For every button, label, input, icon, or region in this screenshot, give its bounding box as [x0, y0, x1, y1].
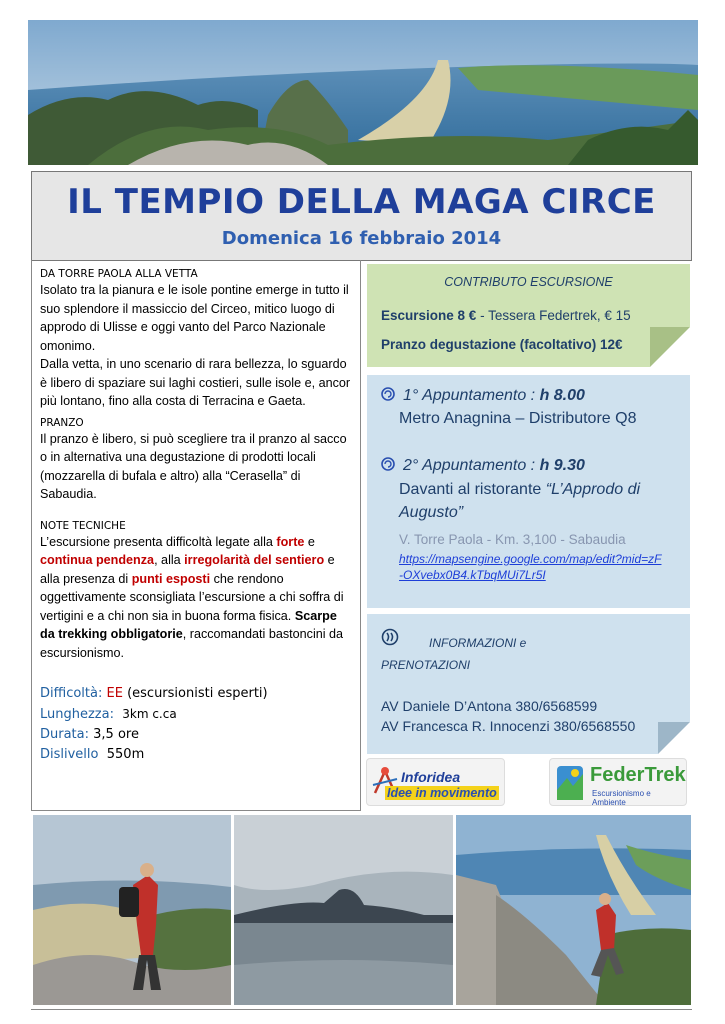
appointments-box [367, 375, 690, 608]
elevation-label: Dislivello [40, 747, 99, 762]
difficulty-value: EE [106, 686, 123, 701]
restaurant-name: “L’Approdo di [545, 481, 641, 498]
contribution-heading: CONTRIBUTO ESCURSIONE [444, 275, 613, 289]
tech-notes-text-2: e [304, 534, 315, 549]
phone-icon [381, 628, 399, 646]
second-appointment-place [399, 481, 640, 499]
banner-photo [28, 20, 698, 165]
federtrek-mark [555, 764, 585, 802]
tech-notes-text-4: e alla presenza di [40, 553, 335, 586]
tech-notes-highlight-2: continua pendenza [40, 553, 155, 567]
tech-notes-text-3: , alla [154, 553, 185, 567]
difficulty-note: (escursionisti esperti) [127, 686, 268, 701]
tech-notes-text [40, 533, 352, 663]
map-link[interactable] [399, 551, 661, 583]
federtrek-tagline: Escursionismo e Ambiente [592, 789, 651, 807]
duration-value: 3,5 ore [93, 727, 139, 742]
difficulty-row [40, 684, 352, 704]
route-heading: DA TORRE PAOLA ALLA VETTA [40, 268, 198, 280]
page-curl [650, 327, 690, 367]
membership-fee: - Tessera Federtrek, € 15 [476, 308, 631, 323]
route-paragraph-2: Dalla vetta, in uno scenario di rara bellezza, lo sguardo è libero di spaziare sui laghi costieri, sulle isole e, ancor più lontano, fino alla costa di Terracina e Gaeta. [40, 357, 351, 408]
tech-notes-highlight-3: irregolarità del sentiero [184, 553, 325, 567]
tech-notes-highlight-4: punti esposti [131, 571, 211, 586]
route-paragraph-1: Isolato tra la pianura e le isole pontine emerge in tutto il suo splendore il massiccio del Circeo, mitico luogo di approdo di Ulisse e oggi vanto del Parco Nazionale omonimo. [40, 283, 349, 353]
swirl-icon [381, 457, 395, 471]
photo-circeo-sea [234, 815, 453, 1005]
first-appointment-time: h 8.00 [539, 387, 585, 404]
inforidea-tagline: Idee in movimento [387, 786, 497, 800]
length-label: Lunghezza: [40, 707, 114, 722]
trail-stats [40, 684, 352, 765]
photo-hiker-coast [33, 815, 231, 1005]
restaurant-name-cont: Augusto” [399, 504, 464, 521]
duration-label: Durata: [40, 727, 90, 742]
inforidea-name: Inforidea [401, 769, 461, 785]
length-row [40, 704, 352, 725]
tech-notes-highlight-1: forte [276, 534, 305, 549]
contribution-fee [381, 308, 631, 323]
photo-hiker-summit [456, 815, 691, 1005]
lunch-heading: PRANZO [40, 416, 84, 429]
tech-notes-bold: Scarpe da trekking obbligatorie [40, 608, 337, 641]
contribution-box [367, 264, 690, 367]
difficulty-label: Difficoltà: [40, 686, 103, 701]
second-appointment [381, 457, 585, 475]
footer-divider [31, 1009, 692, 1010]
duration-row [40, 725, 352, 745]
first-appointment-label: 1° Appuntamento : [403, 387, 540, 404]
federtrek-logo [549, 758, 687, 806]
page-title: IL TEMPIO DELLA MAGA CIRCE [67, 182, 656, 222]
info-heading-2: PRENOTAZIONI [381, 658, 471, 672]
second-place-prefix: Davanti al ristorante [399, 481, 546, 498]
tech-notes-heading: NOTE TECNICHE [40, 519, 126, 532]
lunch-fee: Pranzo degustazione (facoltativo) 12€ [381, 337, 623, 352]
inforidea-logo [366, 758, 505, 806]
contact-francesca: AV Francesca R. Innocenzi 380/6568550 [381, 718, 636, 734]
second-appointment-label: 2° Appuntamento : [403, 457, 540, 474]
title-box [31, 171, 692, 261]
second-appointment-time: h 9.30 [539, 457, 585, 474]
federtrek-name: FederTrek [590, 764, 686, 786]
contact-daniele: AV Daniele D’Antona 380/6568599 [381, 698, 598, 714]
event-date: Domenica 16 febbraio 2014 [221, 228, 502, 249]
restaurant-address: V. Torre Paola - Km. 3,100 - Sabaudia [399, 532, 626, 547]
map-link-line-2[interactable]: -OXvebx0B4.kTbqMUi7Lr5I [399, 568, 546, 582]
first-appointment-place: Metro Anagnina – Distributore Q8 [399, 410, 637, 427]
elevation-row [40, 745, 352, 765]
length-value: 3km c.ca [122, 707, 177, 721]
page-curl [658, 722, 690, 754]
description-column [31, 260, 361, 811]
lunch-text: Il pranzo è libero, si può scegliere tra il pranzo al sacco o in alternativa una degustazione di prodotti locali (mozzarella di bufala e altro) alla “Cerasella” di Sabaudia. [40, 431, 347, 501]
info-box [367, 614, 690, 754]
route-description [40, 281, 352, 411]
swirl-icon [381, 387, 395, 401]
elevation-value: 550m [106, 747, 145, 762]
map-link-line-1[interactable]: https://mapsengine.google.com/map/edit?mid=zF [399, 552, 662, 566]
tech-notes-text-5: che rendono oggettivamente sconsigliata l’escursione a chi soffra di vertigini e a chi non sia in buona forma fisica. [40, 571, 344, 623]
first-appointment [381, 387, 585, 405]
tech-notes-text-6: , raccomandati bastoncini da escursionismo. [40, 627, 344, 660]
info-heading-1: INFORMAZIONI e [429, 636, 527, 650]
excursion-fee: Escursione 8 € [381, 308, 477, 323]
tech-notes-text-1: L’escursione presenta difficoltà legate alla [40, 534, 277, 549]
